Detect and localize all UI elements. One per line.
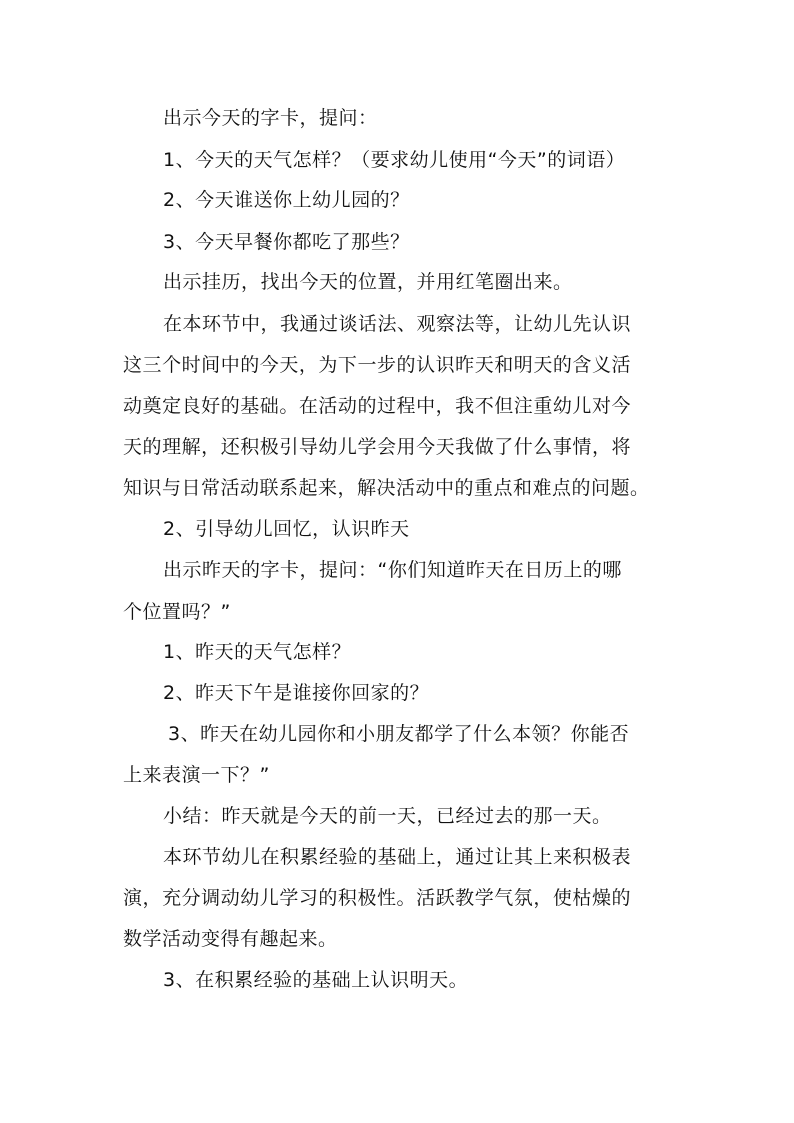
text-line-4: 3、今天早餐你都吃了那些？ (163, 231, 410, 253)
text-line-13: 个位置吗？” (123, 601, 231, 623)
text-line-22: 3、在积累经验的基础上认识明天。 (163, 969, 469, 991)
text-line-20: 演，充分调动幼儿学习的积极性。活跃教学气氛，使枯燥的 (123, 887, 631, 909)
text-line-21: 数学活动变得有趣起来。 (123, 928, 338, 950)
text-line-5: 出示挂历，找出今天的位置，并用红笔圈出来。 (163, 271, 573, 293)
text-line-7: 这三个时间中的今天，为下一步的认识昨天和明天的含义活 (123, 354, 631, 376)
text-line-10: 知识与日常活动联系起来，解决活动中的重点和难点的问题。 (123, 477, 650, 499)
text-line-16: 3、昨天在幼儿园你和小朋友都学了什么本领？你能否 (168, 723, 630, 745)
text-line-17: 上来表演一下？” (123, 764, 270, 786)
text-line-2: 1、今天的天气怎样？（要求幼儿使用“今天”的词语） (163, 149, 626, 171)
text-line-9: 天的理解，还积极引导幼儿学会用今天我做了什么事情，将 (123, 436, 631, 458)
text-line-19: 本环节幼儿在积累经验的基础上，通过让其上来积极表 (163, 846, 632, 868)
text-line-3: 2、今天谁送你上幼儿园的？ (163, 189, 410, 211)
text-line-15: 2、昨天下午是谁接你回家的？ (163, 682, 430, 704)
text-line-1: 出示今天的字卡，提问： (163, 107, 378, 129)
text-line-11: 2、引导幼儿回忆，认识昨天 (163, 518, 410, 540)
text-line-18: 小结：昨天就是今天的前一天，已经过去的那一天。 (163, 805, 612, 827)
text-line-14: 1、昨天的天气怎样？ (163, 641, 352, 663)
text-line-12: 出示昨天的字卡，提问：“你们知道昨天在日历上的哪 (163, 559, 622, 581)
text-line-8: 动奠定良好的基础。在活动的过程中，我不但注重幼儿对今 (123, 395, 631, 417)
text-line-6: 在本环节中，我通过谈话法、观察法等，让幼儿先认识 (163, 313, 632, 335)
